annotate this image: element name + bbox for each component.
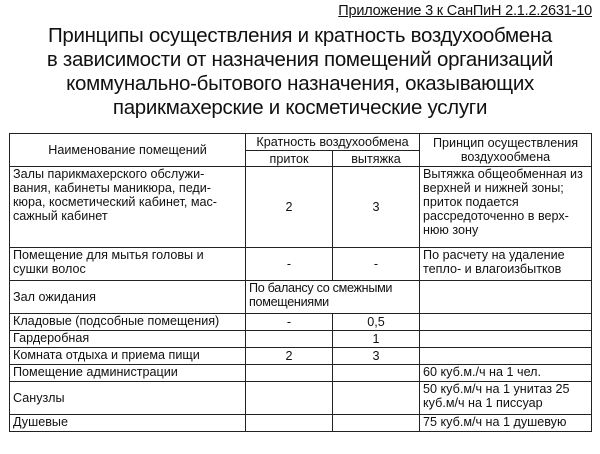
principle-text: 75 куб.м/ч на 1 душевую xyxy=(420,415,592,432)
table-row xyxy=(10,281,592,314)
room-name: Душевые xyxy=(10,415,246,432)
principle-text: Вытяжка общеобменная из верхней и нижней зоны; приток подается рассредоточенно в верх-нюю зону xyxy=(420,167,592,248)
principle-text xyxy=(420,281,592,314)
table-row xyxy=(10,331,592,348)
room-name: Комната отдыха и приема пищи xyxy=(10,348,246,365)
exhaust-value xyxy=(333,382,420,415)
room-name: Помещение администрации xyxy=(10,365,246,382)
supply-value: - xyxy=(246,314,333,331)
ventilation-table xyxy=(9,133,592,432)
supply-value xyxy=(246,365,333,382)
header-exhaust: вытяжка xyxy=(333,151,420,167)
exhaust-value: 0,5 xyxy=(333,314,420,331)
table-row xyxy=(10,248,592,281)
room-name: Санузлы xyxy=(10,382,246,415)
table-row xyxy=(10,167,592,248)
merged-rate-text: По балансу со смежными помещениями xyxy=(246,281,420,314)
room-name: Помещение для мытья головы и сушки волос xyxy=(10,248,246,281)
room-name: Кладовые (подсобные помещения) xyxy=(10,314,246,331)
header-principle: Принцип осуществления воздухообмена xyxy=(420,134,592,167)
supply-value xyxy=(246,331,333,348)
title-line: парикмахерские и косметические услуги xyxy=(112,96,488,119)
supply-value: 2 xyxy=(246,167,333,248)
exhaust-value xyxy=(333,415,420,432)
exhaust-value: - xyxy=(333,248,420,281)
supply-value xyxy=(246,382,333,415)
exhaust-value: 3 xyxy=(333,167,420,248)
title-line: в зависимости от назначения помещений организаций xyxy=(46,48,554,71)
principle-text xyxy=(420,314,592,331)
room-name: Залы парикмахерского обслужи-вания, кабинеты маникюра, педи-кюра, косметический кабинет, мас-сажный кабинет xyxy=(10,167,246,248)
header-rate: Кратность воздухообмена xyxy=(246,134,420,151)
principle-text xyxy=(420,331,592,348)
header-supply: приток xyxy=(246,151,333,167)
supply-value xyxy=(246,415,333,432)
room-name: Гардеробная xyxy=(10,331,246,348)
table-row xyxy=(10,314,592,331)
document-title xyxy=(6,24,594,120)
exhaust-value: 3 xyxy=(333,348,420,365)
principle-text: По расчету на удаление тепло- и влагоизбытков xyxy=(420,248,592,281)
supply-value: - xyxy=(246,248,333,281)
table-row xyxy=(10,415,592,432)
appendix-reference: Приложение 3 к СанПиН 2.1.2.2631-10 xyxy=(338,3,592,19)
principle-text xyxy=(420,348,592,365)
header-room: Наименование помещений xyxy=(10,134,246,167)
table-row xyxy=(10,382,592,415)
table-row xyxy=(10,365,592,382)
principle-text: 60 куб.м./ч на 1 чел. xyxy=(420,365,592,382)
table-row xyxy=(10,348,592,365)
room-name: Зал ожидания xyxy=(10,281,246,314)
exhaust-value xyxy=(333,365,420,382)
principle-text: 50 куб.м/ч на 1 унитаз 25 куб.м/ч на 1 писсуар xyxy=(420,382,592,415)
supply-value: 2 xyxy=(246,348,333,365)
title-line: коммунально-бытового назначения, оказывающих xyxy=(66,72,534,95)
title-line: Принципы осуществления и кратность воздухообмена xyxy=(47,24,553,47)
exhaust-value: 1 xyxy=(333,331,420,348)
